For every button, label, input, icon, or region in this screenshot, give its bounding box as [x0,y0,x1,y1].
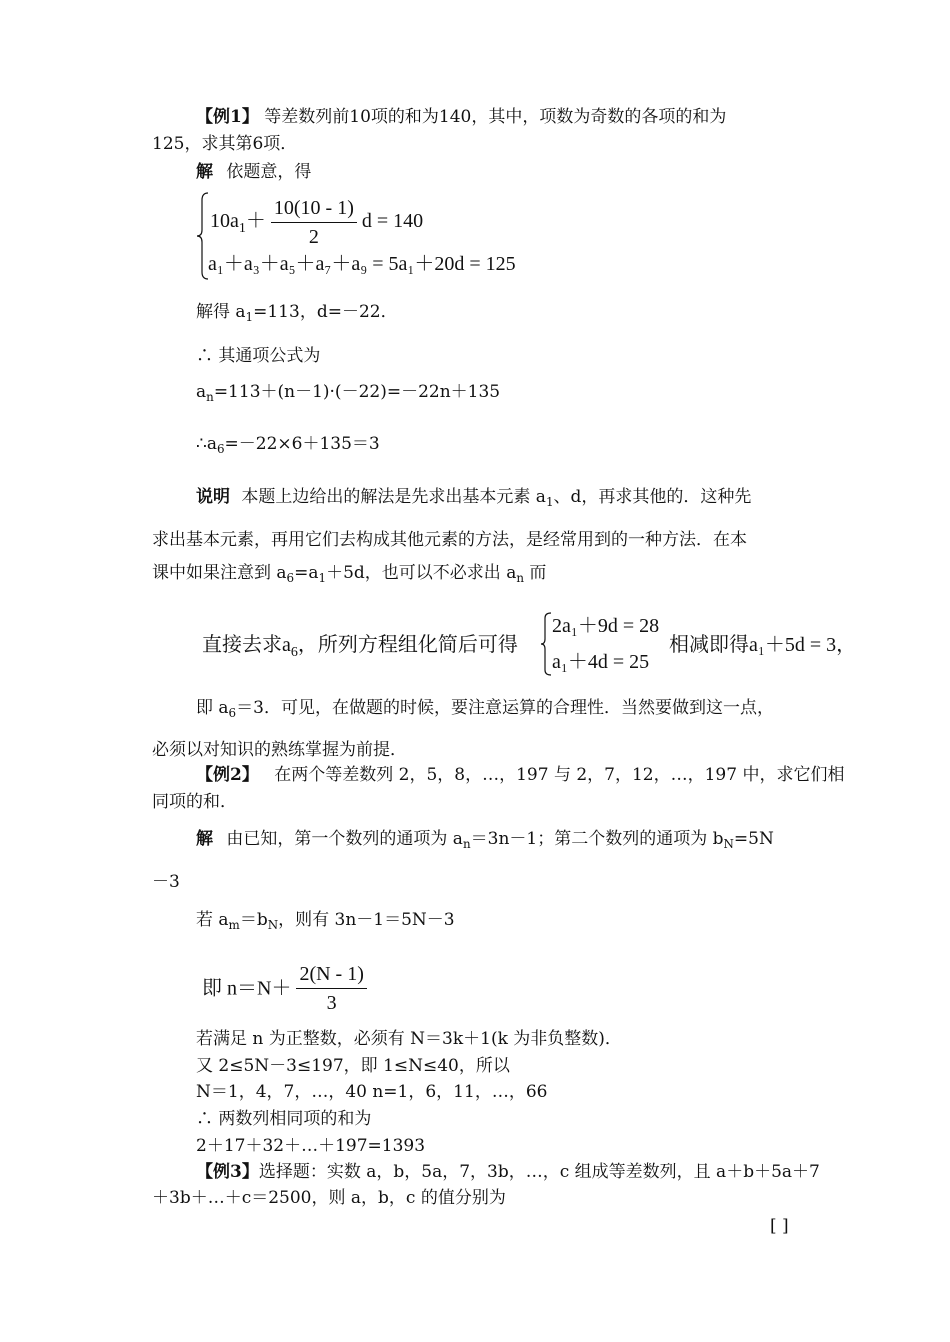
ex1-an-post: =113＋(n－1)·(－22)=－22n＋135 [213,382,501,402]
note-l1-pre: 本题上边给出的解法是先求出基本元素 a [241,487,546,507]
ex2-s1-sub1: n [462,837,471,852]
ex2-statement-line1 [196,765,844,785]
ex1-statement-text1: 等差数列前10项的和为140，其中，项数为奇数的各项的和为 [264,107,727,127]
note-l3-sub2: 1 [318,571,327,586]
ex2-solution-line5: 若满足 n 为正整数，必须有 N＝3k＋1(k 为非负整数)． [196,1029,622,1049]
ex2-statement-text1: 在两个等差数列 2，5，8，…，197 与 2，7，12，…，197 中，求它们相 [274,765,845,785]
ex2-solution-line9: 2＋17＋32＋…＋197=1393 [196,1136,426,1156]
ex2-solution-line4 [202,962,367,1015]
ex2-s3-sub1: m [228,918,240,933]
ex1-solution-text: 依题意，得 [226,162,312,182]
ex1-title: 【例1】 [196,107,259,127]
note-l3-sub3: n [516,571,525,586]
note-l4-pre: 直接去求a [202,634,291,656]
ex1-eq1-sub: 1 [238,220,246,236]
ex1-an-pre: a [196,382,207,402]
ex1-eq1-rest: d = 140 [361,210,424,233]
ex1-a6-result [196,434,380,457]
ex2-fraction [296,962,366,1015]
ex2-s3-mid: ＝b [239,910,268,930]
ex1-equation2: a₁＋a₃＋a₅＋a₇＋a₉ = 5a₁＋20d = 125 [208,253,516,275]
ex1-a6-sub: 6 [216,442,225,457]
ex2-s4-pre: 即 n＝N＋ [202,977,292,1000]
note-l5-post: ＝3．可见，在做题的时候，要注意运算的合理性．当然要做到这一点， [236,698,774,718]
ex3-statement-line2: ＋3b＋…＋c＝2500，则 a，b，c 的值分别为 [152,1188,506,1208]
ex2-statement-line2: 同项的和． [152,792,237,812]
ex2-solution-line2: －3 [152,872,180,892]
note-line5 [196,698,774,721]
ex2-s1-post: =5N [733,829,774,849]
ex1-result-pre: 解得 a [196,302,246,322]
note-l3-mid: =a [294,563,319,583]
ex3-answer-bracket: [ ] [770,1216,789,1236]
ex1-statement-line1 [196,107,726,127]
ex2-numerator: 2(N - 1) [296,962,366,989]
note-line6: 必须以对知识的熟练掌握为前提． [152,740,407,760]
note-l3-sub1: 6 [286,571,295,586]
ex3-title: 【例3】 [196,1162,259,1182]
ex1-result [196,302,398,325]
ex2-s3-post: ，则有 3n－1＝5N－3 [278,910,455,930]
ex2-title: 【例2】 [196,765,259,785]
note-system-eq1: 2a₁＋9d = 28 [552,615,660,637]
ex1-general-formula-label: ∴ 其通项公式为 [196,346,321,366]
note-system-eq2: a₁＋4d = 25 [552,651,650,673]
note-l1-post: 、d，再求其他的．这种先 [553,487,752,507]
note-line2: 求出基本元素，再用它们去构成其他元素的方法，是经常用到的一种方法．在本 [152,530,747,550]
ex1-eq1-denominator: 2 [308,226,319,248]
note-l5-pre: 即 a [196,698,229,718]
ex2-solution-line6: 又 2≤5N－3≤197，即 1≤N≤40，所以 [196,1056,510,1076]
ex2-solution-label: 解 [196,829,213,849]
note-line1 [196,487,752,510]
ex2-s1-mid: ＝3n－1；第二个数列的通项为 b [470,829,724,849]
ex2-denominator: 3 [326,992,337,1014]
ex1-solution-intro [196,162,311,182]
ex2-s1-pre: 由已知，第一个数列的通项为 a [226,829,463,849]
ex1-statement-line2: 125，求其第6项． [152,134,298,154]
ex3-statement-line1 [196,1162,820,1182]
ex2-s1-sub2: N [723,837,734,852]
ex3-statement-text1: 选择题：实数 a，b，5a，7，3b，…，c 组成等差数列，且 a＋b＋5a＋7 [258,1162,820,1182]
note-l3-pre: 课中如果注意到 a [152,563,287,583]
ex1-general-formula [196,382,501,405]
note-line4-post: 相减即得a₁＋5d = 3， [669,634,857,656]
note-l4-mid: ，所列方程组化简后可得 [297,634,518,656]
ex1-equation1 [210,196,423,249]
ex2-s3-sub2: N [267,918,279,933]
note-l4-sub: 6 [290,644,298,660]
note-label: 说明 [196,487,230,507]
ex1-a6-post: =－22×6＋135＝3 [224,434,380,454]
ex1-eq1-plus: ＋ [245,210,266,233]
ex2-solution-line3 [196,910,455,933]
ex2-solution-line7: N＝1，4，7，…，40 n=1，6，11，…，66 [196,1082,548,1102]
ex2-solution-line8: ∴ 两数列相同项的和为 [196,1109,372,1129]
note-line4 [202,633,518,660]
note-l5-sub: 6 [228,706,237,721]
ex1-solution-label: 解 [196,162,213,182]
ex1-eq1-term: 10a [210,210,239,233]
ex1-an-sub: n [206,390,214,405]
note-l3-mid2: ＋5d，也可以不必求出 a [326,563,517,583]
ex1-result-sub: 1 [245,310,254,325]
note-line3 [152,563,547,586]
ex1-eq1-numerator: 10(10 - 1) [271,196,357,223]
ex1-a6-pre: ∴a [196,434,217,454]
ex2-s3-pre: 若 a [196,910,229,930]
ex1-eq1-fraction [271,196,357,249]
ex1-result-post: =113，d=－22． [253,302,398,322]
note-l3-post: 而 [524,563,547,583]
note-system-brace [540,612,552,676]
ex2-solution-line1 [196,829,774,852]
note-l1-sub: 1 [545,495,554,510]
